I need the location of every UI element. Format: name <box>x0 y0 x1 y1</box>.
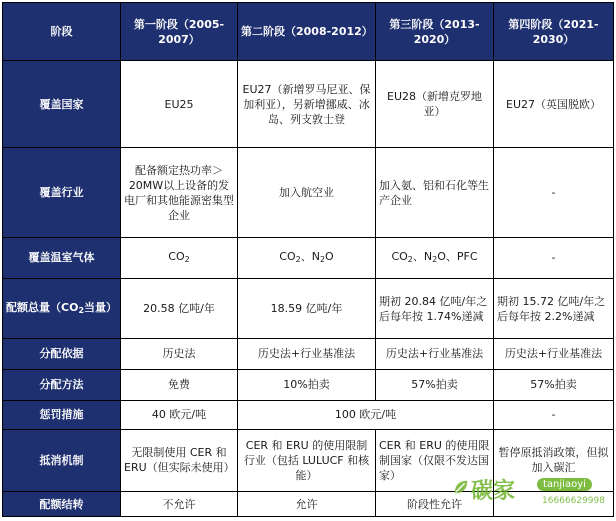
watermark-line: 16666629998 <box>542 496 605 506</box>
cell-industry-p1: 配备额定热功率＞20MW以上设备的发电厂和其他能源密集型企业 <box>121 148 238 237</box>
cell-penalty-p4: - <box>494 400 614 429</box>
row-coverage-industry <box>3 148 614 237</box>
cell-basis-p4: 历史法+行业基准法 <box>494 339 614 369</box>
label-allocation-basis: 分配依据 <box>3 339 121 369</box>
gas-subscript: 2 <box>319 254 326 264</box>
cell-offset-p3: CER 和 ERU 的使用限制国家（仅限不发达国家） <box>376 429 494 491</box>
gas-text: CO <box>391 249 408 263</box>
label-carryover: 配额结转 <box>3 492 121 517</box>
label-coverage-industry: 覆盖行业 <box>3 148 121 237</box>
cell-industry-p2: 加入航空业 <box>238 148 376 237</box>
cell-gas-p2 <box>238 237 376 279</box>
label-offset: 抵消机制 <box>3 429 121 491</box>
cell-penalty-p1: 40 欧元/吨 <box>121 400 238 429</box>
cell-gas-p3 <box>376 237 494 279</box>
gas-text: O、PFC <box>437 249 478 263</box>
cell-method-p1: 免费 <box>121 369 238 400</box>
cell-country-p4: EU27（英国脱欧） <box>494 61 614 148</box>
row-allocation-basis <box>3 339 614 369</box>
label-text: 当量） <box>84 300 118 314</box>
header-phase-2: 第二阶段（2008-2012） <box>238 3 376 61</box>
row-penalty <box>3 400 614 429</box>
cell-quota-p2: 18.59 亿吨/年 <box>238 279 376 339</box>
cell-quota-p4: 期初 15.72 亿吨/年之后每年按 2.2%递减 <box>494 279 614 339</box>
cell-industry-p4: - <box>494 148 614 237</box>
header-phase-1: 第一阶段（2005-2007） <box>121 3 238 61</box>
label-allocation-method: 分配方法 <box>3 369 121 400</box>
table-container <box>2 2 613 517</box>
row-allocation-method <box>3 369 614 400</box>
label-quota-total <box>3 279 121 339</box>
cell-country-p2: EU27（新增罗马尼亚、保加利亚），另新增挪威、冰岛、列支敦士登 <box>238 61 376 148</box>
cell-carryover-p2: 允许 <box>238 492 376 517</box>
cell-quota-p3: 期初 20.84 亿吨/年之后每年按 1.74%递减 <box>376 279 494 339</box>
gas-text: O <box>325 249 334 263</box>
watermark-brand: 碳家 <box>471 479 516 504</box>
gas-subscript: 2 <box>295 254 301 264</box>
cell-method-p3: 57%拍卖 <box>376 369 494 400</box>
cell-quota-p1: 20.58 亿吨/年 <box>121 279 238 339</box>
label-coverage-gas: 覆盖温室气体 <box>3 237 121 279</box>
cell-method-p4: 57%拍卖 <box>494 369 614 400</box>
cell-basis-p3: 历史法+行业基准法 <box>376 339 494 369</box>
cell-country-p3: EU28（新增克罗地亚） <box>376 61 494 148</box>
header-phase-3: 第三阶段（2013-2020） <box>376 3 494 61</box>
cell-method-p2: 10%拍卖 <box>238 369 376 400</box>
cell-carryover-p3: 阶段性允许 <box>376 492 494 517</box>
header-row <box>3 3 614 61</box>
gas-subscript: 2 <box>184 254 190 264</box>
gas-text: 、N <box>300 249 320 263</box>
cell-offset-p1: 无限制使用 CER 和 ERU（但实际未使用） <box>121 429 238 491</box>
watermark-pill: tanjiaoyi <box>537 478 592 491</box>
gas-text: CO <box>168 249 185 263</box>
row-coverage-country <box>3 61 614 148</box>
gas-text: 、N <box>412 249 433 263</box>
gas-subscript: 2 <box>432 254 438 264</box>
label-penalty: 惩罚措施 <box>3 400 121 429</box>
gas-subscript: 2 <box>407 254 413 264</box>
cell-gas-p1 <box>121 237 238 279</box>
cell-offset-p4: 暂停原抵消政策，但拟加入碳汇 <box>494 429 614 491</box>
row-carryover <box>3 492 614 517</box>
label-coverage-country: 覆盖国家 <box>3 61 121 148</box>
cell-basis-p2: 历史法+行业基准法 <box>238 339 376 369</box>
eu-ets-phases-table <box>2 2 614 517</box>
cell-offset-p2: CER 和 ERU 的使用限制行业（包括 LULUCF 和核能） <box>238 429 376 491</box>
label-text: 配额总量（CO <box>6 300 79 314</box>
row-coverage-gas <box>3 237 614 279</box>
cell-country-p1: EU25 <box>121 61 238 148</box>
row-offset <box>3 429 614 491</box>
header-stage: 阶段 <box>3 3 121 61</box>
row-quota-total <box>3 279 614 339</box>
cell-industry-p3: 加入氨、铝和石化等生产企业 <box>376 148 494 237</box>
cell-carryover-p1: 不允许 <box>121 492 238 517</box>
cell-gas-p4: - <box>494 237 614 279</box>
cell-penalty-p2-p3: 100 欧元/吨 <box>238 400 494 429</box>
label-subscript: 2 <box>78 305 85 315</box>
header-phase-4: 第四阶段（2021-2030） <box>494 3 614 61</box>
leaf-logo-icon <box>452 478 470 496</box>
gas-text: CO <box>279 249 296 263</box>
cell-basis-p1: 历史法 <box>121 339 238 369</box>
